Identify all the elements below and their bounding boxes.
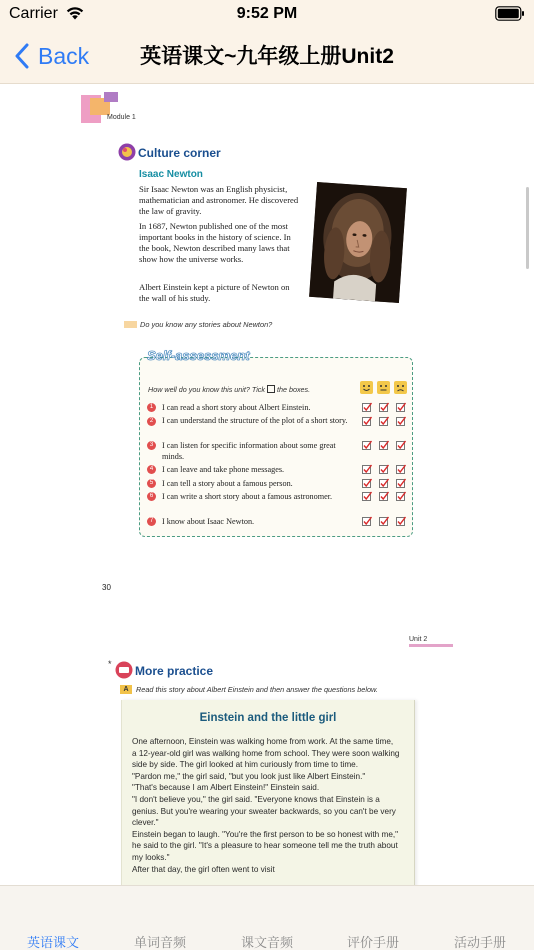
- item-number: 3: [147, 441, 156, 450]
- item-number: 1: [147, 403, 156, 412]
- practice-icon: [115, 661, 133, 679]
- discussion-question: Do you know any stories about Newton?: [140, 320, 273, 329]
- item-number: 2: [147, 417, 156, 426]
- checkbox-checked-icon: [379, 416, 389, 426]
- checkbox-checked-icon: [379, 491, 389, 501]
- practice-instruction: Read this story about Albert Einstein and then answer the questions below.: [136, 685, 378, 694]
- checkbox-checked-icon: [396, 491, 406, 501]
- self-assessment-title: Self-assessment: [147, 348, 250, 363]
- section-a-badge: A: [120, 685, 132, 694]
- checkbox-checked-icon: [379, 478, 389, 488]
- story-line: After that day, the girl often went to visit: [132, 864, 275, 874]
- star-mark: *: [108, 659, 112, 669]
- page-number: 30: [102, 583, 111, 592]
- newton-paragraph-1: Sir Isaac Newton was an English physicist, mathematician and astronomer. He discovered the law of gravity.: [139, 184, 299, 216]
- prompt-after: the boxes.: [276, 385, 311, 394]
- self-assessment-prompt: [148, 385, 310, 394]
- assessment-item: I can read a short story about Albert Einstein.: [162, 403, 311, 412]
- story-line: "Pardon me," the girl said, "but you look just like Albert Einstein.": [132, 771, 366, 781]
- clock: 9:52 PM: [236, 5, 298, 22]
- checkbox-checked-icon: [396, 516, 406, 526]
- newton-paragraph-3: Albert Einstein kept a picture of Newton on the wall of his study.: [139, 282, 290, 303]
- unit-bar: [409, 644, 453, 647]
- assessment-item: I can leave and take phone messages.: [162, 465, 285, 474]
- assessment-item: I can understand the structure of the plot of a short story.: [162, 416, 348, 425]
- checkbox-checked-icon: [379, 402, 389, 412]
- checkbox-checked-icon: [379, 516, 389, 526]
- unit-label: Unit 2: [409, 636, 428, 643]
- newton-paragraph-2: In 1687, Newton published one of the most important books in the history of science. In the book, Newton described many laws that show how the universe works.: [139, 221, 291, 264]
- assessment-item: I can write a short story about a famous astronomer.: [162, 492, 333, 501]
- tab-bar: [0, 885, 534, 950]
- checkbox-checked-icon: [379, 440, 389, 450]
- checkbox-checked-icon: [396, 478, 406, 488]
- sad-face-icon: [394, 381, 407, 394]
- question-marker: [124, 321, 137, 328]
- story-line: "I don't believe you," the girl said. "Everyone knows that Einstein is a: [132, 795, 380, 804]
- checkbox-checked-icon: [362, 402, 372, 412]
- story-line: he said to the girl. "It's a pleasure to hear someone tell me the truth about: [132, 841, 398, 851]
- story-title: Einstein and the little girl: [199, 712, 337, 724]
- checkbox-checked-icon: [396, 464, 406, 474]
- assessment-item: I can listen for specific information about some great minds.: [162, 441, 336, 461]
- newton-subheading: Isaac Newton: [139, 169, 203, 180]
- item-number: 4: [147, 465, 156, 474]
- item-number: 5: [147, 479, 156, 488]
- item-number: 6: [147, 492, 156, 501]
- checkbox-checked-icon: [362, 516, 372, 526]
- checkbox-checked-icon: [362, 416, 372, 426]
- story-line: Einstein began to laugh. "You're the first person to be so honest with me,": [132, 829, 399, 839]
- newton-portrait-image: [309, 182, 407, 303]
- tab-activity-handbook[interactable]: 活动手册: [453, 935, 506, 950]
- module-label: Module 1: [107, 114, 136, 121]
- story-line: "That's because I am Albert Einstein!" Einstein said.: [132, 783, 320, 793]
- more-practice-heading: More practice: [135, 664, 214, 678]
- scroll-indicator[interactable]: [526, 187, 529, 269]
- globe-icon: [118, 143, 136, 161]
- navigation-bar: [0, 28, 534, 84]
- story-line: One afternoon, Einstein was walking home from work. At the same time,: [132, 737, 394, 746]
- checkbox-checked-icon: [362, 464, 372, 474]
- tab-textbook[interactable]: 英语课文: [26, 935, 79, 950]
- culture-corner-heading: Culture corner: [138, 146, 221, 160]
- page-title: 英语课文~九年级上册Unit2: [140, 45, 394, 68]
- prompt-before: How well do you know this unit? Tick: [148, 385, 265, 394]
- tick-box-icon: [267, 385, 275, 393]
- tab-word-audio[interactable]: 单词音频: [133, 935, 186, 950]
- checkbox-checked-icon: [396, 416, 406, 426]
- story-line: clever.": [132, 818, 159, 828]
- tab-text-audio[interactable]: 课文音频: [240, 935, 293, 950]
- assessment-item: I know about Isaac Newton.: [162, 517, 255, 526]
- checkbox-checked-icon: [362, 440, 372, 450]
- checkbox-checked-icon: [362, 478, 372, 488]
- story-line: a 12-year-old girl was walking home from school. They were soon walking: [132, 748, 400, 758]
- neutral-face-icon: [377, 381, 390, 394]
- back-label: Back: [38, 42, 90, 69]
- checkbox-checked-icon: [362, 491, 372, 501]
- item-number: 7: [147, 517, 156, 526]
- tab-assessment-handbook[interactable]: 评价手册: [346, 935, 399, 950]
- carrier-label: Carrier: [9, 5, 58, 22]
- battery-icon: [495, 6, 525, 21]
- assessment-item: I can tell a story about a famous person.: [162, 479, 293, 488]
- textbook-page-view[interactable]: [0, 85, 534, 885]
- story-line: my looks.": [132, 853, 170, 862]
- checkbox-checked-icon: [396, 440, 406, 450]
- happy-face-icon: [360, 381, 373, 394]
- story-line: genius. But you're wearing your sweater backwards, so you can't be very: [132, 806, 396, 816]
- story-line: side by side. The girl looked at him curiously from time to time.: [132, 760, 359, 770]
- checkbox-checked-icon: [396, 402, 406, 412]
- checkbox-checked-icon: [379, 464, 389, 474]
- status-bar: [0, 0, 534, 28]
